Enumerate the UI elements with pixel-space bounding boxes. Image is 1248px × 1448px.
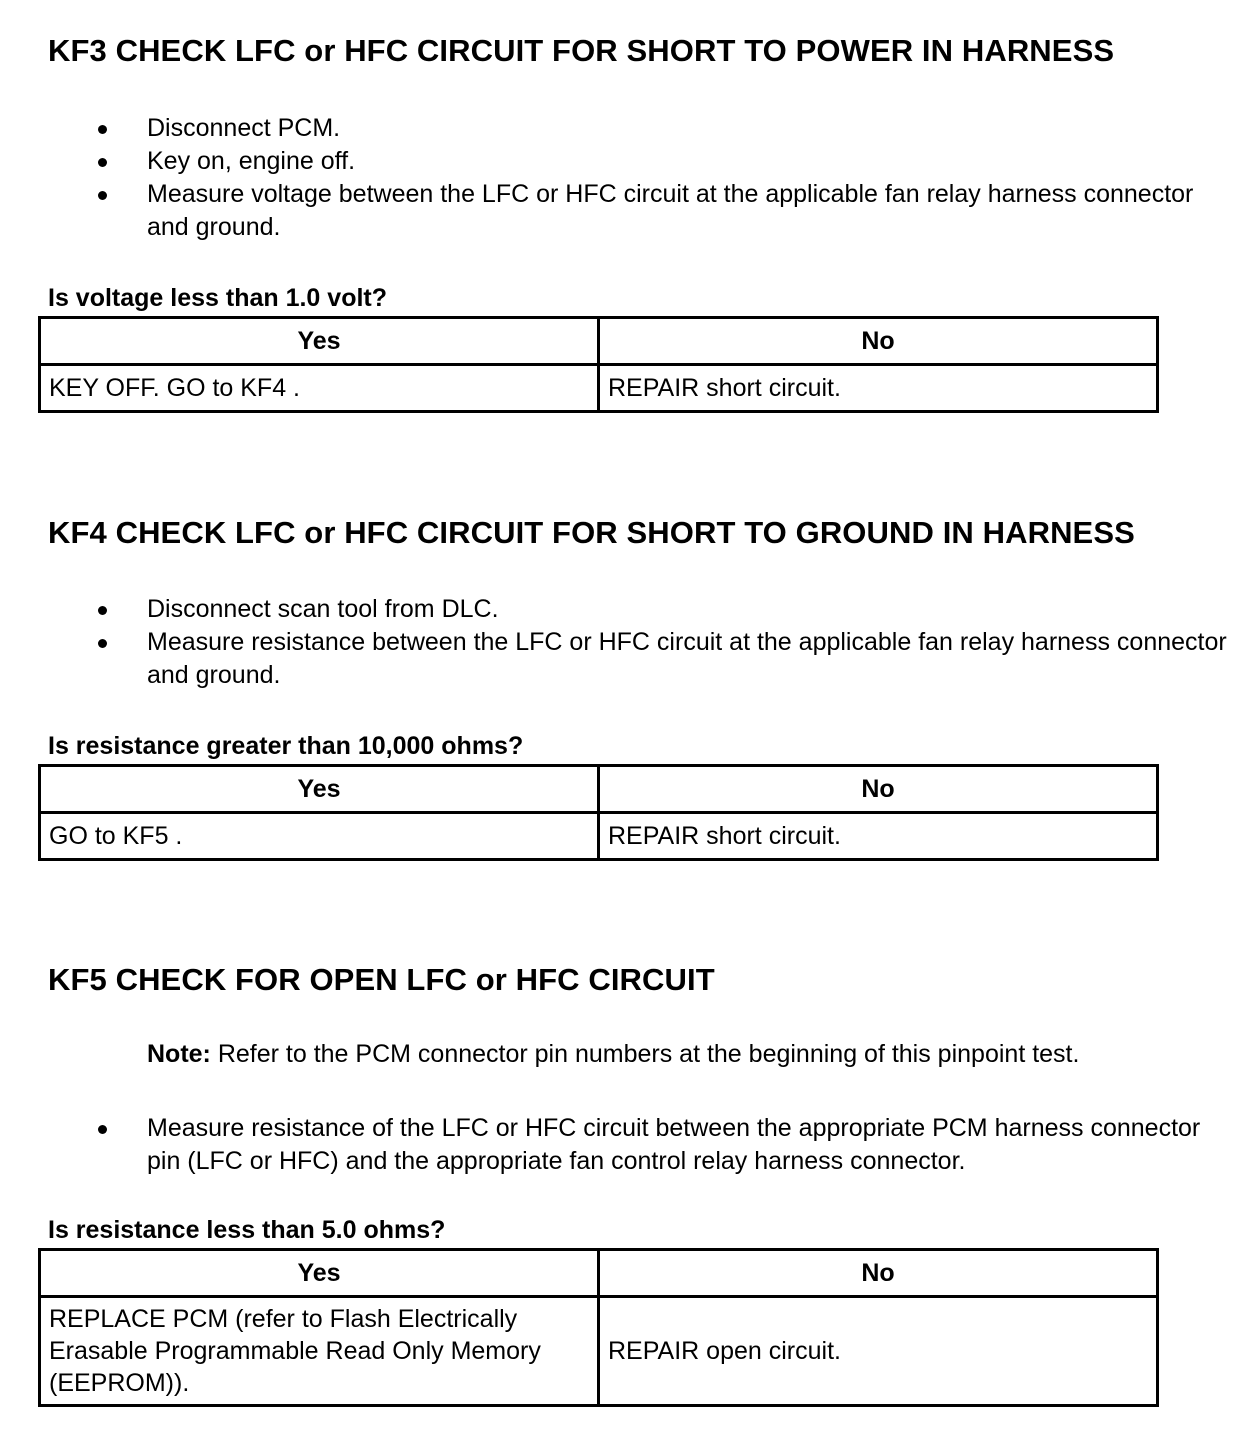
step-item: Measure voltage between the LFC or HFC circuit at the applicable fan relay harness connector and ground. [0, 178, 1227, 244]
cell-yes: KEY OFF. GO to KF4 . [40, 365, 599, 412]
note [147, 1040, 1079, 1069]
decision-table-kf4 [38, 764, 1159, 861]
steps-list-kf3 [0, 112, 1227, 244]
step-item: Key on, engine off. [0, 145, 1227, 178]
question-kf3: Is voltage less than 1.0 volt? [48, 284, 388, 312]
cell-yes: REPLACE PCM (refer to Flash Electrically Erasable Programmable Read Only Memory (EEPROM)). [40, 1297, 599, 1406]
header-no: No [599, 318, 1158, 365]
decision-table-kf5 [38, 1248, 1159, 1407]
section-title-kf5: KF5 CHECK FOR OPEN LFC or HFC CIRCUIT [48, 962, 715, 997]
note-label: Note: [147, 1040, 211, 1068]
steps-list-kf4 [0, 593, 1227, 692]
cell-no: REPAIR short circuit. [599, 365, 1158, 412]
header-yes: Yes [40, 318, 599, 365]
section-title-kf3: KF3 CHECK LFC or HFC CIRCUIT FOR SHORT TO POWER IN HARNESS [48, 33, 1115, 68]
question-kf4: Is resistance greater than 10,000 ohms? [48, 732, 524, 760]
header-yes: Yes [40, 1250, 599, 1297]
header-yes: Yes [40, 766, 599, 813]
cell-no: REPAIR open circuit. [599, 1297, 1158, 1406]
note-text: Refer to the PCM connector pin numbers at the beginning of this pinpoint test. [210, 1040, 1080, 1068]
steps-list-kf5 [0, 1112, 1227, 1178]
cell-no: REPAIR short circuit. [599, 813, 1158, 860]
header-no: No [599, 1250, 1158, 1297]
step-item: Disconnect scan tool from DLC. [0, 593, 1227, 626]
step-item: Measure resistance of the LFC or HFC circuit between the appropriate PCM harness connector pin (LFC or HFC) and the appropriate fan control relay harness connector. [0, 1112, 1227, 1178]
bullet-icon [98, 606, 107, 615]
bullet-icon [98, 191, 107, 200]
question-kf5: Is resistance less than 5.0 ohms? [48, 1216, 446, 1244]
bullet-icon [98, 158, 107, 167]
step-item: Disconnect PCM. [0, 112, 1227, 145]
bullet-icon [98, 639, 107, 648]
step-item: Measure resistance between the LFC or HFC circuit at the applicable fan relay harness connector and ground. [0, 626, 1227, 692]
bullet-icon [98, 1125, 107, 1134]
bullet-icon [98, 125, 107, 134]
section-title-kf4: KF4 CHECK LFC or HFC CIRCUIT FOR SHORT TO GROUND IN HARNESS [48, 515, 1135, 550]
header-no: No [599, 766, 1158, 813]
cell-yes: GO to KF5 . [40, 813, 599, 860]
decision-table-kf3 [38, 316, 1159, 413]
